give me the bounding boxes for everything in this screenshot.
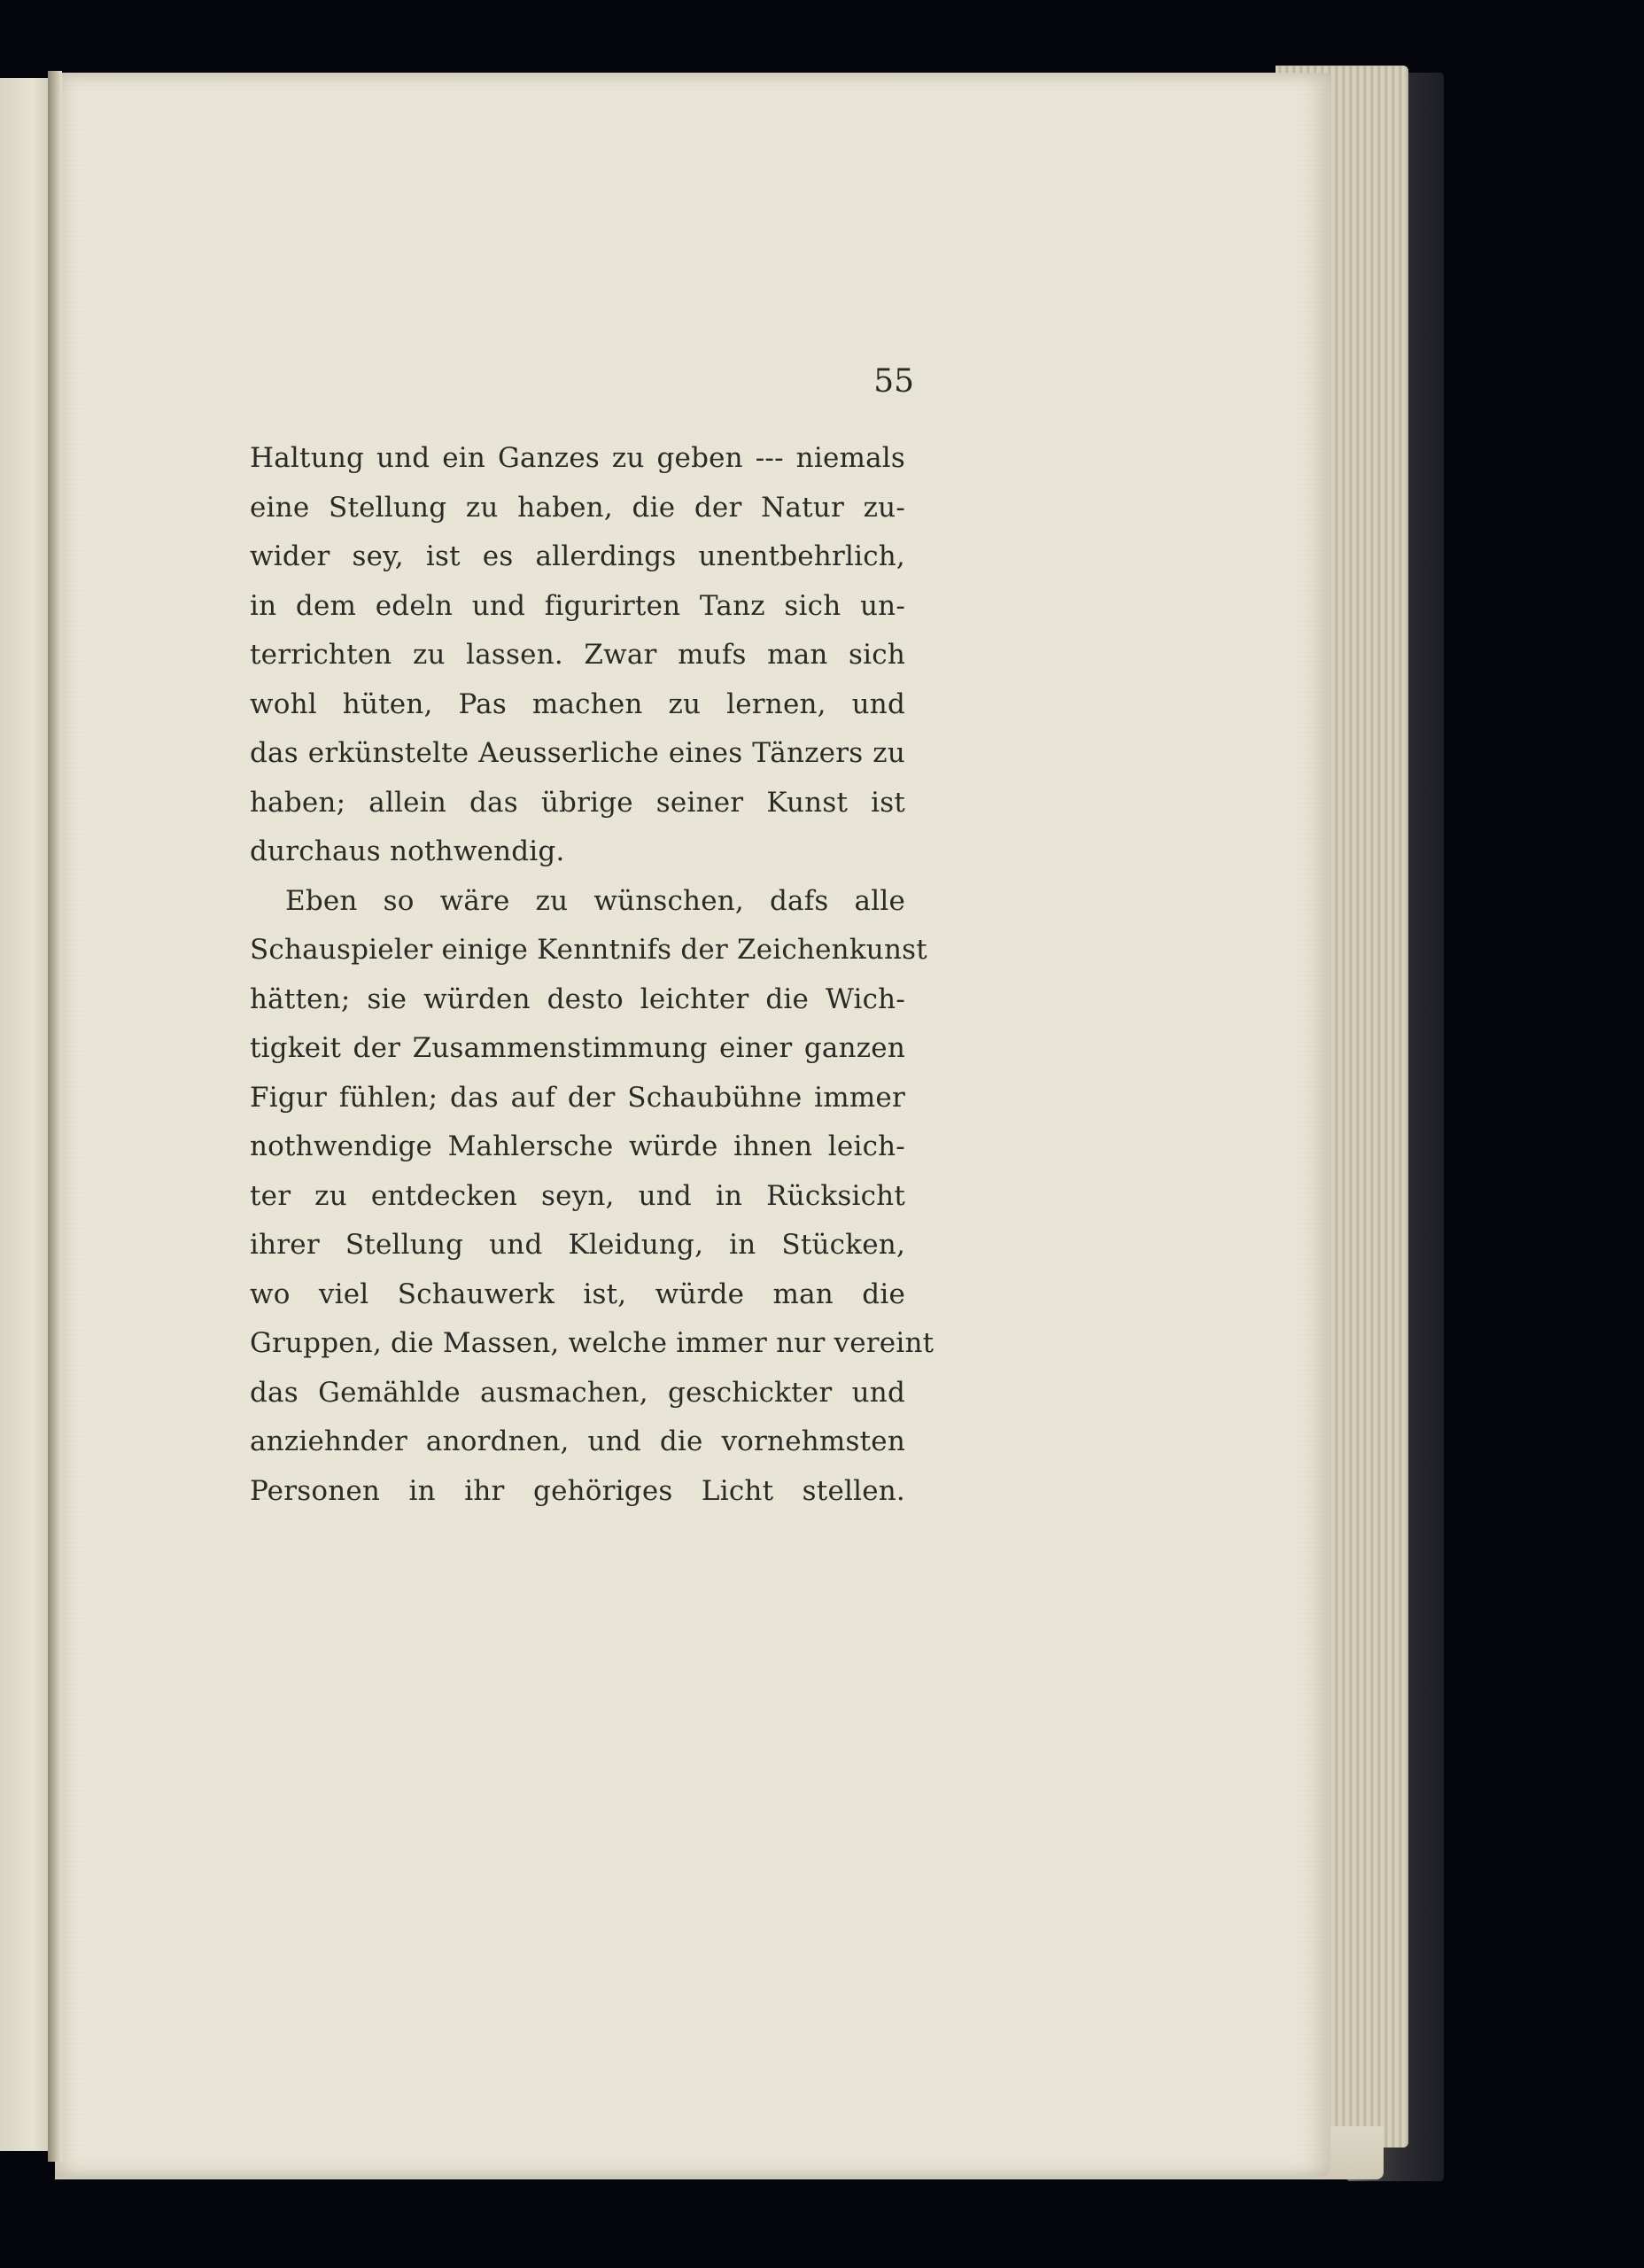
text-line: das erkünstelte Aeusserliche eines Tänzers zu <box>250 737 905 769</box>
text-line: wider sey, ist es allerdings unentbehrlich, <box>250 540 905 572</box>
book-gutter <box>48 71 62 2162</box>
text-line: ihrer Stellung und Kleidung, in Stücken, <box>250 1229 905 1261</box>
text-line: ter zu entdecken seyn, und in Rücksicht <box>250 1179 905 1212</box>
text-line: in dem edeln und figurirten Tanz sich un- <box>250 589 905 622</box>
text-line: durchaus nothwendig. <box>250 835 565 867</box>
text-line: haben; allein das übrige seiner Kunst ist <box>250 786 905 819</box>
text-line: hätten; sie würden desto leichter die Wich- <box>250 983 905 1015</box>
text-line: tigkeit der Zusammenstimmung einer ganzen <box>250 1032 905 1064</box>
text-line: Gruppen, die Massen, welche immer nur vereint <box>250 1327 934 1359</box>
text-line: Personen in ihr gehöriges Licht stellen. <box>250 1474 905 1507</box>
text-line: das Gemählde ausmachen, geschickter und <box>250 1376 905 1409</box>
text-line: eine Stellung zu haben, die der Natur zu- <box>250 491 905 524</box>
text-line: Schauspieler einige Kenntnifs der Zeichenkunst <box>250 934 927 966</box>
left-facing-page <box>0 78 55 2151</box>
body-text <box>250 434 934 1516</box>
text-line: terrichten zu lassen. Zwar mufs man sich <box>250 639 905 671</box>
text-line: Haltung und ein Ganzes zu geben --- niemals <box>250 442 905 474</box>
text-line: wohl hüten, Pas machen zu lernen, und <box>250 687 905 720</box>
text-line: nothwendige Mahlersche würde ihnen leich- <box>250 1130 905 1162</box>
text-line: anziehnder anordnen, und die vornehmsten <box>250 1425 905 1457</box>
text-line: Eben so wäre zu wünschen, dafs alle <box>285 884 905 917</box>
text-line: Figur fühlen; das auf der Schaubühne immer <box>250 1081 905 1114</box>
page-number: 55 <box>873 363 914 400</box>
text-line: wo viel Schauwerk ist, würde man die <box>250 1278 905 1310</box>
